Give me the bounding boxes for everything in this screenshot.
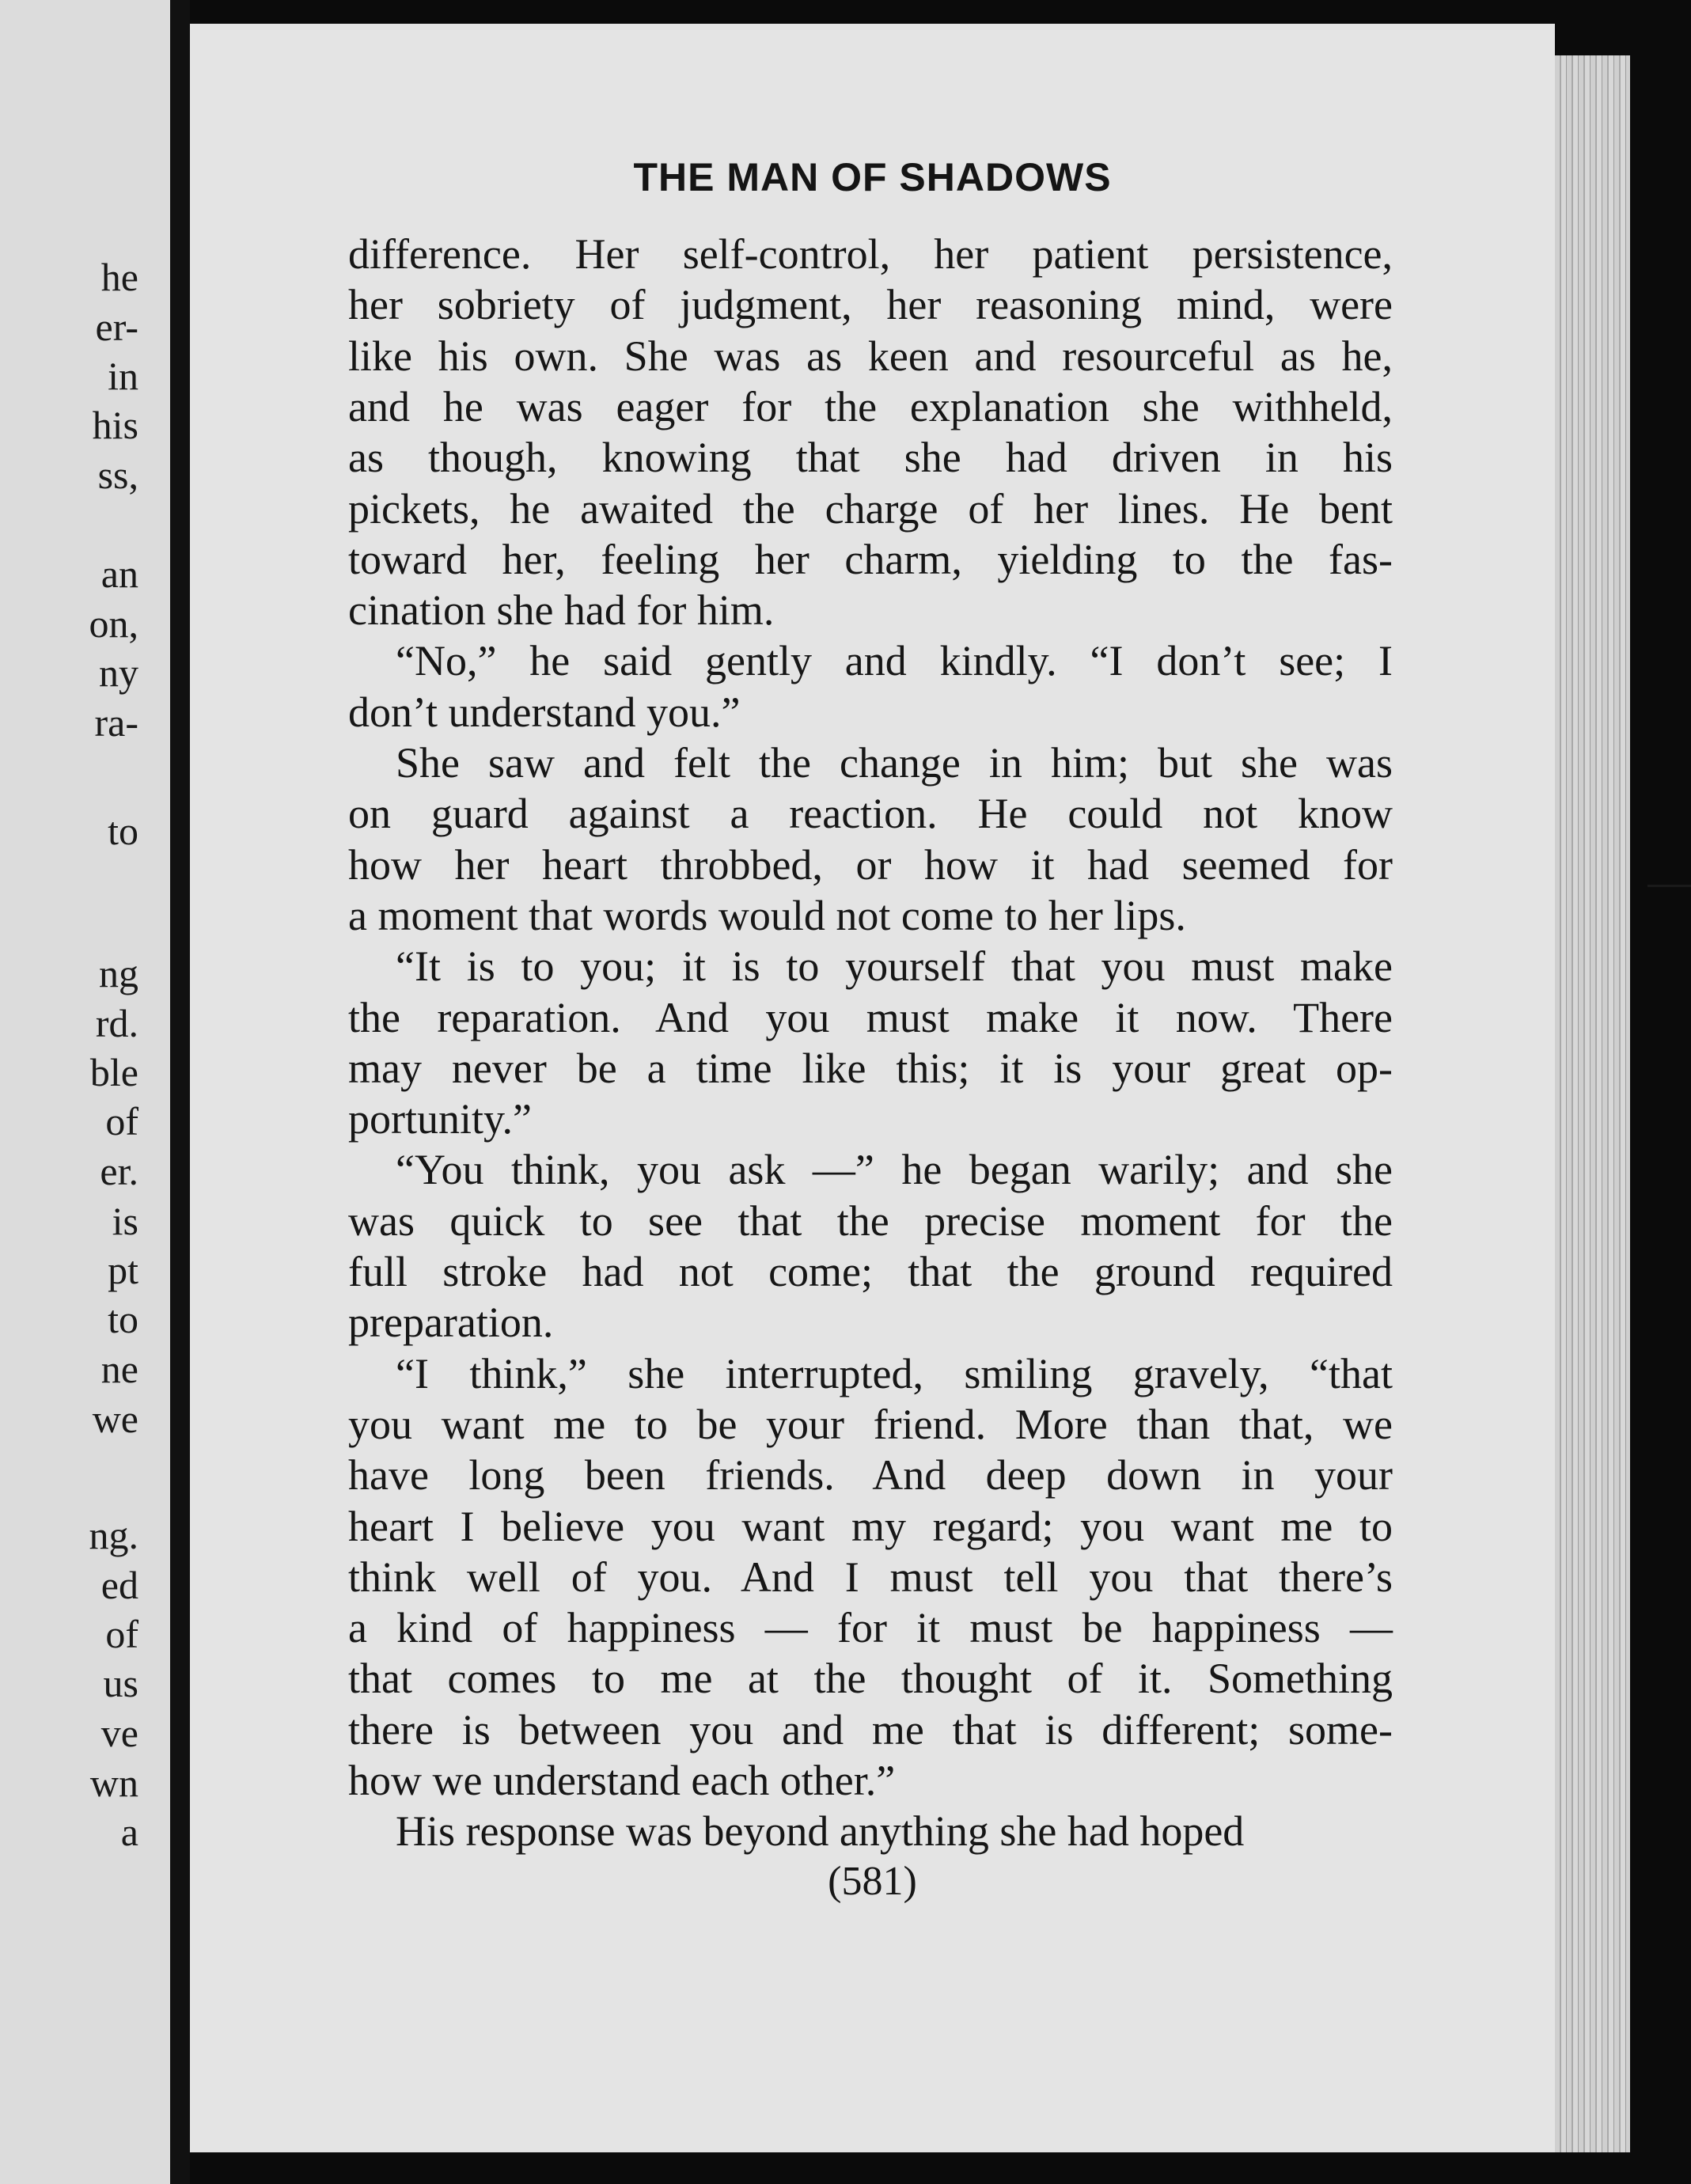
text-line: “It is to you; it is to yourself that you must make (396, 942, 1393, 990)
facing-page-fragment: ve (100, 1711, 138, 1755)
text-line: there is between you and me that is different; some- (348, 1706, 1393, 1754)
facing-page-fragment: ny (99, 650, 138, 695)
facing-page-fragment: to (108, 1297, 138, 1341)
text-line: toward her, feeling her charm, yielding to the fas- (348, 536, 1393, 583)
page-number: (581) (828, 1859, 917, 1904)
text-line: “No,” he said gently and kindly. “I don’t see; I (396, 637, 1393, 684)
facing-page-fragment: on, (89, 601, 138, 646)
facing-page-fragment: we (92, 1397, 138, 1441)
text-line: preparation. (348, 1299, 554, 1346)
text-line: a kind of happiness — for it must be happiness — (348, 1604, 1393, 1651)
facing-page-fragment: er- (95, 305, 138, 349)
facing-page-fragment: ed (100, 1563, 138, 1607)
text-line: “You think, you ask —” he began warily; and she (396, 1146, 1393, 1193)
text-line: how we understand each other.” (348, 1757, 896, 1804)
text-line: full stroke had not come; that the ground required (348, 1248, 1393, 1295)
facing-page-fragment: his (92, 403, 138, 447)
facing-page-fragment: er. (100, 1149, 138, 1193)
running-head: THE MAN OF SHADOWS (633, 155, 1112, 199)
text-line: “I think,” she interrupted, smiling gravely, “that (396, 1350, 1393, 1397)
facing-page-fragment: wn (89, 1761, 138, 1805)
text-line: that comes to me at the thought of it. Something (348, 1655, 1393, 1702)
text-line: portunity.” (348, 1095, 532, 1143)
facing-page-fragment: a (120, 1810, 138, 1854)
text-line: you want me to be your friend. More than that, we (348, 1401, 1393, 1448)
facing-page-fragment: ss, (97, 453, 138, 497)
text-line: may never be a time like this; it is your great op- (348, 1045, 1393, 1092)
facing-page-fragment: of (105, 1612, 138, 1656)
facing-page-fragment: ble (89, 1050, 138, 1094)
facing-page-fragment: is (112, 1199, 138, 1243)
text-line: like his own. She was as keen and resourceful as he, (348, 332, 1393, 380)
text-line: the reparation. And you must make it now. There (348, 994, 1393, 1041)
facing-page-fragment: pt (108, 1248, 138, 1292)
facing-page-fragment: to (108, 809, 138, 853)
text-line: how her heart throbbed, or how it had seemed for (348, 841, 1393, 889)
text-line: She saw and felt the change in him; but she was (396, 739, 1393, 787)
text-line: difference. Her self-control, her patient persistence, (348, 230, 1393, 278)
text-line: on guard against a reaction. He could not know (348, 790, 1393, 837)
text-line: her sobriety of judgment, her reasoning mind, were (348, 281, 1393, 328)
facing-page-fragment: of (105, 1099, 138, 1143)
text-line: as though, knowing that she had driven in his (348, 434, 1393, 481)
facing-page-fragment: ng. (89, 1513, 138, 1557)
text-line: pickets, he awaited the charge of her lines. He bent (348, 485, 1393, 533)
text-line: heart I believe you want my regard; you want me to (348, 1503, 1393, 1550)
text-line: think well of you. And I must tell you that there’s (348, 1553, 1393, 1601)
text-line: have long been friends. And deep down in your (348, 1451, 1393, 1499)
text-line: a moment that words would not come to her lips. (348, 892, 1186, 939)
text-line: cination she had for him. (348, 586, 775, 634)
facing-page-fragment: rd. (95, 1001, 138, 1045)
facing-page-fragment: us (103, 1661, 138, 1705)
facing-page-fragment: an (100, 552, 138, 596)
text-line: His response was beyond anything she had hoped (396, 1807, 1245, 1855)
facing-page-fragment: ne (100, 1347, 138, 1391)
facing-page-fragment: ng (99, 951, 138, 995)
text-line: was quick to see that the precise moment for the (348, 1197, 1393, 1245)
text-line: and he was eager for the explanation she withheld, (348, 383, 1393, 430)
facing-page-fragment: he (100, 255, 138, 299)
facing-page-fragment: ra- (94, 700, 138, 745)
text-line: don’t understand you.” (348, 688, 741, 736)
facing-page-fragment: in (108, 354, 138, 398)
